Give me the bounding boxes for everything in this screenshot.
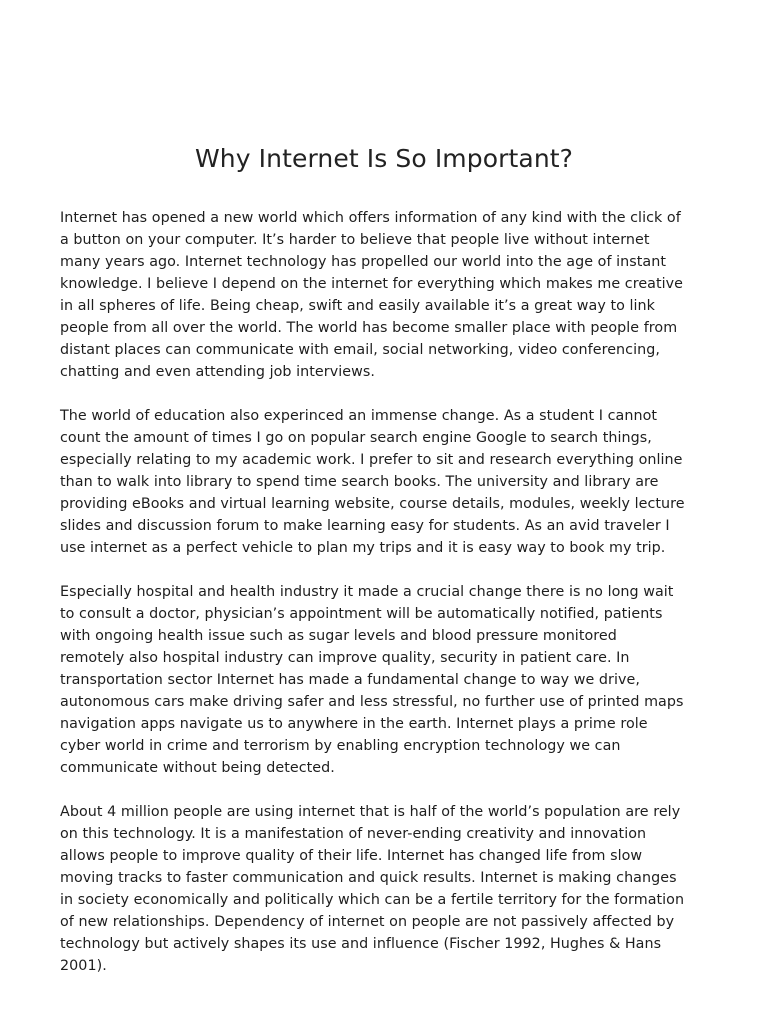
- paragraph-conclusion: About 4 million people are using internet that is half of the world’s population are rely on this technology. It is a manifestation of never-ending creativity and innovation allows people to improve quality of their life. Internet has changed life from slow moving tracks to faster communication and quick results. Internet is making changes in society economically and politically which can be a fertile territory for the formation of new relationships. Dependency of internet on people are not passively affected by technology but actively shapes its use and influence (Fischer 1992, Hughes & Hans 2001).: [60, 804, 685, 974]
- paragraph-health-transport: Especially hospital and health industry it made a crucial change there is no long wait to consult a doctor, physician’s appointment will be automatically notified, patients with ongoing health issue such as sugar levels and blood pressure monitored remotely also hospital industry can improve quality, security in patient care. In transportation sector Internet has made a fundamental change to way we drive, autonomous cars make driving safer and less stressful, no further use of printed maps navigation apps navigate us to anywhere in the earth. Internet plays a prime role cyber world in crime and terrorism by enabling encryption technology we can communicate without being detected.: [60, 584, 684, 776]
- paragraph-education: The world of education also experinced an immense change. As a student I cannot count the amount of times I go on popular search engine Google to search things, especially relating to my academic work. I prefer to sit and research everything online than to walk into library to spend time search books. The university and library are providing eBooks and virtual learning website, course details, modules, weekly lecture slides and discussion forum to make learning easy for students. As an avid traveler I use internet as a perfect vehicle to plan my trips and it is easy way to book my trip.: [60, 408, 685, 556]
- paragraph-intro: Internet has opened a new world which offers information of any kind with the click of a button on your computer. It’s harder to believe that people live without internet many years ago. Internet technology has propelled our world into the age of instant knowledge. I believe I depend on the internet for everything which makes me creative in all spheres of life. Being cheap, swift and easily available it’s a great way to link people from all over the world. The world has become smaller place with people from distant places can communicate with email, social networking, video conferencing, chatting and even attending job interviews.: [60, 210, 684, 380]
- document-body: [60, 207, 720, 999]
- document-title: Why Internet Is So Important?: [194, 144, 574, 173]
